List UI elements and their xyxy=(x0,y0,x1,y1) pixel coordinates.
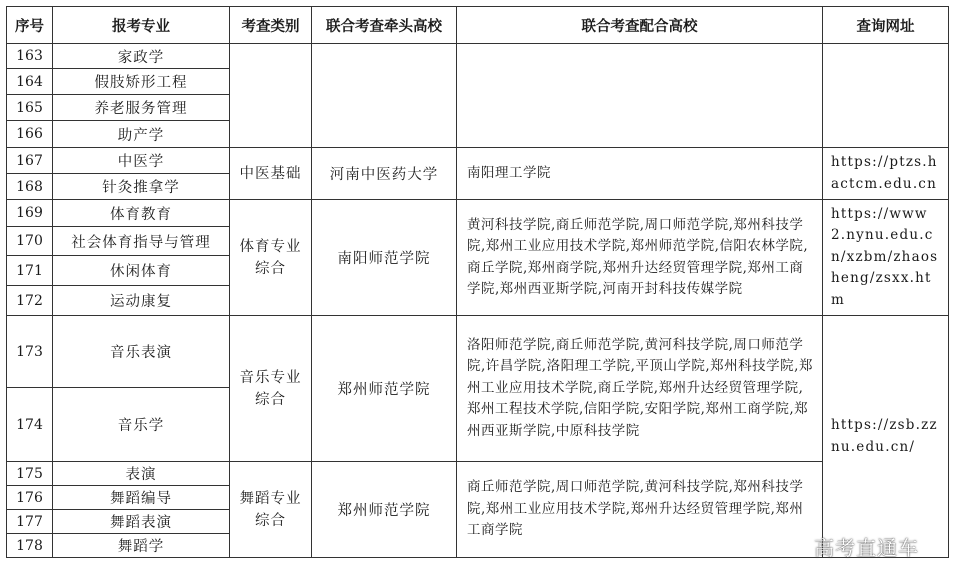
row-major: 音乐表演 xyxy=(53,316,230,388)
row-no: 174 xyxy=(7,388,53,462)
category-dance xyxy=(230,462,312,558)
row-no: 175 xyxy=(7,462,53,486)
table-row xyxy=(7,148,949,174)
lead-school-sports: 南阳师范学院 xyxy=(312,200,457,316)
url-music-dance[interactable]: https://zsb.zznu.edu.cn/ xyxy=(823,316,949,558)
row-major: 养老服务管理 xyxy=(53,95,230,121)
partner-schools-tcm: 南阳理工学院 xyxy=(457,148,823,200)
empty-category-cell xyxy=(230,44,312,148)
row-no: 172 xyxy=(7,286,53,316)
partner-schools-music: 洛阳师范学院,商丘师范学院,黄河科技学院,周口师范学院,许昌学院,洛阳理工学院,平顶山学院,郑州科技学院,郑州工业应用技术学院,商丘学院,郑州升达经贸管理学院,郑州工程技术学院,信阳学院,安阳学院,郑州工商学院,郑州西亚斯学院,中原科技学院 xyxy=(457,316,823,462)
row-major: 舞蹈学 xyxy=(53,534,230,558)
category-music-text: 音乐专业综合 xyxy=(239,369,302,408)
row-major: 社会体育指导与管理 xyxy=(53,227,230,256)
header-category: 考查类别 xyxy=(230,7,312,44)
empty-url-cell xyxy=(823,44,949,148)
category-sports xyxy=(230,200,312,316)
row-no: 164 xyxy=(7,69,53,95)
row-no: 176 xyxy=(7,486,53,510)
row-no: 173 xyxy=(7,316,53,388)
category-tcm: 中医基础 xyxy=(230,148,312,200)
lead-school-music: 郑州师范学院 xyxy=(312,316,457,462)
row-major: 针灸推拿学 xyxy=(53,174,230,200)
row-major: 助产学 xyxy=(53,121,230,148)
row-major: 家政学 xyxy=(53,44,230,69)
row-major: 音乐学 xyxy=(53,388,230,462)
row-no: 165 xyxy=(7,95,53,121)
header-partner-schools: 联合考查配合高校 xyxy=(457,7,823,44)
lead-school-tcm: 河南中医药大学 xyxy=(312,148,457,200)
row-major: 假肢矫形工程 xyxy=(53,69,230,95)
category-dance-text: 舞蹈专业综合 xyxy=(239,490,302,529)
row-major: 舞蹈编导 xyxy=(53,486,230,510)
row-no: 170 xyxy=(7,227,53,256)
url-sports[interactable]: https://www2.nynu.edu.cn/xzbm/zhaosheng/zsxx.htm xyxy=(823,200,949,316)
row-no: 177 xyxy=(7,510,53,534)
table-row xyxy=(7,200,949,227)
url-tcm[interactable]: https://ptzs.hactcm.edu.cn xyxy=(823,148,949,200)
row-major: 中医学 xyxy=(53,148,230,174)
row-major: 运动康复 xyxy=(53,286,230,316)
header-row xyxy=(7,7,949,44)
watermark: 高考直通车 xyxy=(814,536,919,560)
empty-partner-cell xyxy=(457,44,823,148)
row-major: 休闲体育 xyxy=(53,256,230,286)
row-major: 体育教育 xyxy=(53,200,230,227)
admissions-table xyxy=(6,6,949,558)
empty-lead-cell xyxy=(312,44,457,148)
row-no: 167 xyxy=(7,148,53,174)
partner-schools-dance: 商丘师范学院,周口师范学院,黄河科技学院,郑州科技学院,郑州工业应用技术学院,郑州升达经贸管理学院,郑州工商学院 xyxy=(457,462,823,558)
table-row xyxy=(7,44,949,69)
row-no: 163 xyxy=(7,44,53,69)
row-no: 171 xyxy=(7,256,53,286)
table-row xyxy=(7,462,949,486)
header-no: 序号 xyxy=(7,7,53,44)
row-no: 168 xyxy=(7,174,53,200)
row-major: 舞蹈表演 xyxy=(53,510,230,534)
row-no: 169 xyxy=(7,200,53,227)
row-no: 178 xyxy=(7,534,53,558)
category-sports-text: 体育专业综合 xyxy=(239,238,302,277)
category-music xyxy=(230,316,312,462)
partner-schools-sports: 黄河科技学院,商丘师范学院,周口师范学院,郑州科技学院,郑州工业应用技术学院,郑州师范学院,信阳农林学院,商丘学院,郑州商学院,郑州升达经贸管理学院,郑州工商学院,郑州西亚斯学院,河南开封科技传媒学院 xyxy=(457,200,823,316)
table-row xyxy=(7,316,949,388)
header-major: 报考专业 xyxy=(53,7,230,44)
header-url: 查询网址 xyxy=(823,7,949,44)
row-no: 166 xyxy=(7,121,53,148)
row-major: 表演 xyxy=(53,462,230,486)
lead-school-dance: 郑州师范学院 xyxy=(312,462,457,558)
header-lead-school: 联合考查牵头高校 xyxy=(312,7,457,44)
